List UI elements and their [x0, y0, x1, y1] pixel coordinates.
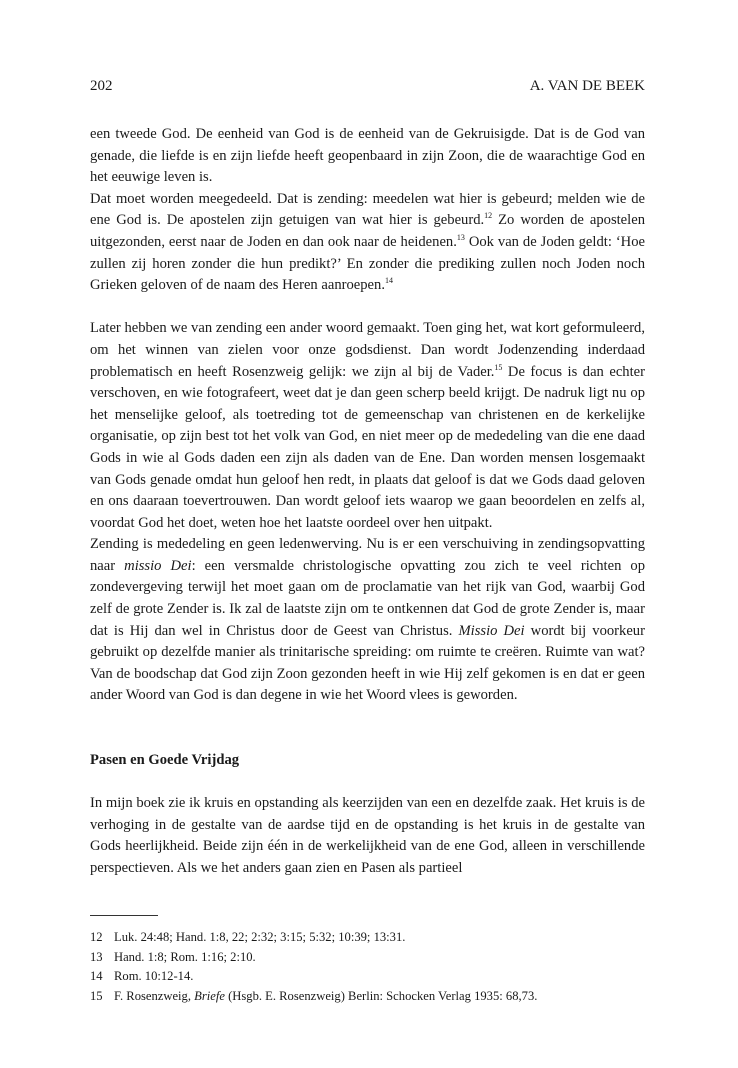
footnote-ref-15[interactable]: 15 — [494, 362, 503, 372]
footnote-text: Luk. 24:48; Hand. 1:8, 22; 2:32; 3:15; 5:32; 10:39; 13:31. — [114, 930, 406, 944]
heading-gap — [90, 772, 645, 794]
paragraph-gap — [90, 297, 645, 319]
paragraph-2-text-b: Zo worden de apostelen uitgezonden, eerst naar de Joden en dan ook naar de heidenen. — [90, 212, 645, 250]
running-title: A. VAN DE BEEK — [529, 78, 645, 94]
paragraph-3 — [90, 318, 645, 534]
body-text — [90, 124, 645, 880]
footnote-text-b: (Hsgb. E. Rosenzweig) Berlin: Schocken Verlag 1935: 68,73. — [224, 988, 538, 1003]
paragraph-2 — [90, 189, 645, 297]
footnote-13 — [90, 948, 645, 968]
footnote-text: Hand. 1:8; Rom. 1:16; 2:10. — [114, 949, 256, 964]
paragraph-4-text-a: Zending is mededeling en geen ledenwerving. Nu is er een verschuiving in zendingsopvatting naar — [90, 536, 645, 574]
page-header — [90, 78, 645, 95]
paragraph-4-italic-1: missio Dei — [124, 557, 192, 574]
page-number: 202 — [90, 78, 113, 94]
paragraph-2-text-c: Ook van de Joden geldt: ‘Hoe zullen zij horen zonder die hun predikt?’ En zonder die prediking zullen noch Joden noch Grieken geloven of de naam des Heren aanroepen. — [90, 233, 645, 294]
paragraph-4-text-b: : een versmalde christologische opvatting zou zich te veel richten op zondevergeving terwijl het moet gaan om de proclamatie van het rijk van God, waarbij God zelf de grote Zender is. Ik zal de laatste zijn om te ontkennen dat God de grote Zender is, maar dat is Hij dan wel in Christus door de Geest van Christus. — [90, 557, 646, 639]
paragraph-3-text-b: De focus is dan echter verschoven, en wie fotografeert, weet dat je dan geen scherp beeld krijgt. De nadruk ligt nu op het menselijke geloof, als toetreding tot de gemeenschap van christenen en de kerkelijke organisatie, op zijn best tot het volk van God, en niet meer op de mededeling van die ene daad Gods in wie al Gods daden een zijn als daden van de Ene. Dan worden mensen losgemaakt van Gods genade omdat hun geloof hen redt, in plaats dat geloof is dat we Gods daad geloven en ons daaraan toevertrouwen. Dan wordt geloof iets waarop we gaan beoordelen en zelfs al, voordat God het doet, weten hoe het laatste oordeel over hen uitpakt. — [90, 363, 645, 531]
footnote-number: 13 — [90, 949, 103, 964]
footnote-text-a: F. Rosenzweig, — [114, 988, 195, 1003]
footnotes — [90, 928, 645, 1006]
footnote-14 — [90, 967, 645, 987]
footnote-ref-13[interactable]: 13 — [456, 233, 465, 243]
footnote-12 — [90, 928, 645, 948]
footnote-text — [114, 987, 537, 1007]
section-gap — [90, 707, 645, 750]
footnote-number: 12 — [90, 930, 103, 944]
paragraph-4-text-c: wordt bij voorkeur gebruikt op dezelfde manier als trinitarische spreiding: om ruimte te creëren. Ruimte van wat? Van de boodschap dat God zijn Zoon gezonden heeft in wie Hij zelf gekomen is en dat er geen ander Woord van God is dan degene in wie het Woord vlees is geworden. — [90, 622, 645, 704]
paragraph-3-text-a: Later hebben we van zending een ander woord gemaakt. Toen ging het, wat kort geformuleerd, om het winnen van zielen voor onze godsdienst. Dan wordt Jodenzending inderdaad problematisch en heeft Rosenzweig gelijk: we zijn al bij de Vader. — [90, 320, 645, 380]
paragraph-2-text-a: Dat moet worden meegedeeld. Dat is zending: meedelen wat hier is gebeurd; melden wie de ene God is. De apostelen zijn getuigen van wat hier is gebeurd. — [90, 190, 645, 229]
footnote-number: 14 — [90, 969, 103, 983]
footnote-divider — [90, 915, 158, 916]
footnote-italic-title: Briefe — [194, 988, 225, 1003]
footnote-ref-12[interactable]: 12 — [484, 211, 493, 221]
paragraph-4-italic-2: Missio Dei — [458, 622, 525, 639]
footnote-ref-14[interactable]: 14 — [384, 276, 393, 286]
footnote-text: Rom. 10:12-14. — [114, 969, 194, 983]
section-heading: Pasen en Goede Vrijdag — [90, 752, 240, 769]
paragraph-4 — [90, 534, 645, 707]
footnote-15 — [90, 987, 645, 1007]
footnote-number: 15 — [90, 988, 103, 1003]
paragraph-5: In mijn boek zie ik kruis en opstanding als keerzijden van een en dezelfde zaak. Het kruis is de verhoging in de gestalte van de aardse tijd en de opstanding is het kruis in de gestalte van Gods heerlijkheid. Beide zijn één in de werkelijkheid van de ene God, alleen in verschillende perspectieven. Als we het anders gaan zien en Pasen als partieel — [90, 795, 645, 876]
paragraph-1: een tweede God. De eenheid van God is de eenheid van de Gekruisigde. Dat is de God van genade, die liefde is en zijn liefde heeft geopenbaard in zijn Zoon, die de waarachtige God en het eeuwige leven is. — [90, 126, 645, 186]
